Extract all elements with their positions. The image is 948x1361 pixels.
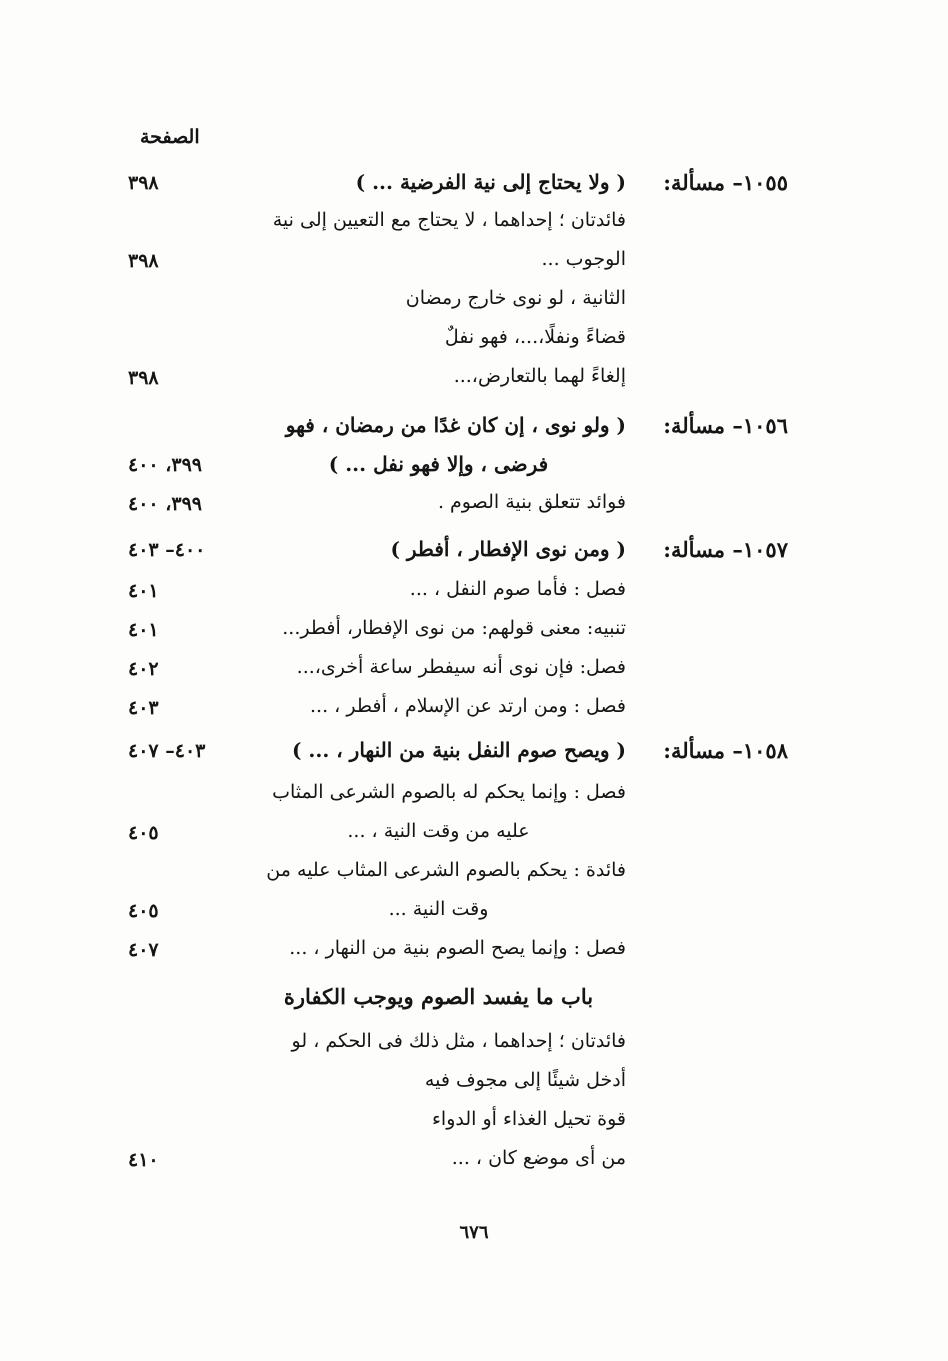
page-ref: ٤٠١ (128, 619, 159, 641)
entry-text: فصل : ومن ارتد عن الإسلام ، أفطر ، ... (310, 695, 626, 717)
entry-1058-line-3 (0, 820, 948, 856)
entry-label: ١٠٥٨– مسألة: (663, 738, 788, 763)
page-ref: ٣٩٨ (128, 367, 159, 389)
page-ref: ٣٩٨ (128, 172, 159, 194)
entry-text: فوائد تتعلق بنية الصوم . (437, 491, 626, 513)
entry-1058-line-6 (0, 937, 948, 973)
entry-1055-line-6 (0, 365, 948, 401)
entry-label: ١٠٥٦– مسألة: (663, 413, 788, 438)
entry-1057-line-2 (0, 578, 948, 614)
entry-text: ( ومن نوى الإفطار ، أفطر ) (390, 537, 626, 561)
section-heading: باب ما يفسد الصوم ويوجب الكفارة (283, 984, 594, 1009)
entry-text: فائدتان ؛ إحداهما ، مثل ذلك فى الحكم ، لو (291, 1030, 626, 1052)
entry-1056-line-3 (0, 491, 948, 527)
page-column-header: الصفحة (140, 126, 200, 148)
entry-text: فصل: فإن نوى أنه سيفطر ساعة أخرى،... (296, 656, 626, 678)
entry-1055-line-5 (0, 326, 948, 362)
entry-text: الثانية ، لو نوى خارج رمضان (405, 287, 626, 309)
page-ref: ٤٠٥ (128, 822, 159, 844)
section-line-3 (0, 1108, 948, 1144)
entry-1058-line-1 (0, 738, 948, 774)
page-ref: ٤٠٣– ٤٠٧ (128, 740, 206, 762)
entry-label: ١٠٥٥– مسألة: (663, 170, 788, 195)
entry-text: الوجوب ... (541, 248, 626, 270)
entry-text: فرضى ، وإلا فهو نفل ... ) (328, 452, 549, 476)
page-ref: ٤٠٠– ٤٠٣ (128, 539, 206, 561)
entry-text: من أى موضع كان ، ... (451, 1147, 626, 1169)
entry-text: فصل : وإنما يصح الصوم بنية من النهار ، ... (289, 937, 626, 959)
entry-text: ( ولو نوى ، إن كان غدًا من رمضان ، فهو (285, 413, 626, 437)
entry-1057-line-4 (0, 656, 948, 692)
entry-text: قوة تحيل الغذاء أو الدواء (432, 1108, 626, 1130)
entry-text: تنبيه: معنى قولهم: من نوى الإفطار، أفطر... (282, 617, 626, 639)
entry-1055-line-2 (0, 209, 948, 245)
entry-text: فصل : وإنما يحكم له بالصوم الشرعى المثاب (272, 781, 626, 803)
entry-1057-line-3 (0, 617, 948, 653)
entry-1055-line-1 (0, 170, 948, 206)
section-line-1 (0, 1030, 948, 1066)
page-ref: ٣٩٩، ٤٠٠ (128, 493, 202, 515)
entry-1058-line-2 (0, 781, 948, 817)
entry-1055-line-4 (0, 287, 948, 323)
page-ref: ٣٩٩، ٤٠٠ (128, 454, 202, 476)
page-ref: ٣٩٨ (128, 250, 159, 272)
entry-text: أدخل شيئًا إلى مجوف فيه (424, 1069, 626, 1091)
section-line-4 (0, 1147, 948, 1183)
page-number: ٦٧٦ (459, 1222, 489, 1243)
entry-text: فصل : فأما صوم النفل ، ... (409, 578, 626, 600)
entry-text: إلغاءً لهما بالتعارض،... (453, 365, 626, 387)
entry-1056-line-2 (0, 452, 948, 488)
entry-text: ( ويصح صوم النفل بنية من النهار ، ... ) (291, 738, 626, 762)
section-line-2 (0, 1069, 948, 1105)
page-ref: ٤٠٧ (128, 939, 159, 961)
entry-1057-line-5 (0, 695, 948, 731)
entry-label: ١٠٥٧– مسألة: (663, 537, 788, 562)
entry-1056-line-1 (0, 413, 948, 449)
page-ref: ٤٠٢ (128, 658, 159, 680)
page-ref: ٤٠٣ (128, 697, 159, 719)
entry-text: فائدتان ؛ إحداهما ، لا يحتاج مع التعيين إلى نية (272, 209, 626, 231)
entry-text: قضاءً ونفلًا،...، فهو نفلٌ (444, 326, 626, 348)
entry-text: عليه من وقت النية ، ... (347, 820, 530, 842)
entry-text: فائدة : يحكم بالصوم الشرعى المثاب عليه من (266, 859, 626, 881)
entry-1058-line-5 (0, 898, 948, 934)
entry-text: ( ولا يحتاج إلى نية الفرضية ... ) (355, 170, 626, 194)
page-ref: ٤١٠ (128, 1149, 159, 1171)
page-ref: ٤٠١ (128, 580, 159, 602)
entry-1055-line-3 (0, 248, 948, 284)
entry-1058-line-4 (0, 859, 948, 895)
entry-text: وقت النية ... (388, 898, 489, 920)
entry-1057-line-1 (0, 537, 948, 573)
page-ref: ٤٠٥ (128, 900, 159, 922)
